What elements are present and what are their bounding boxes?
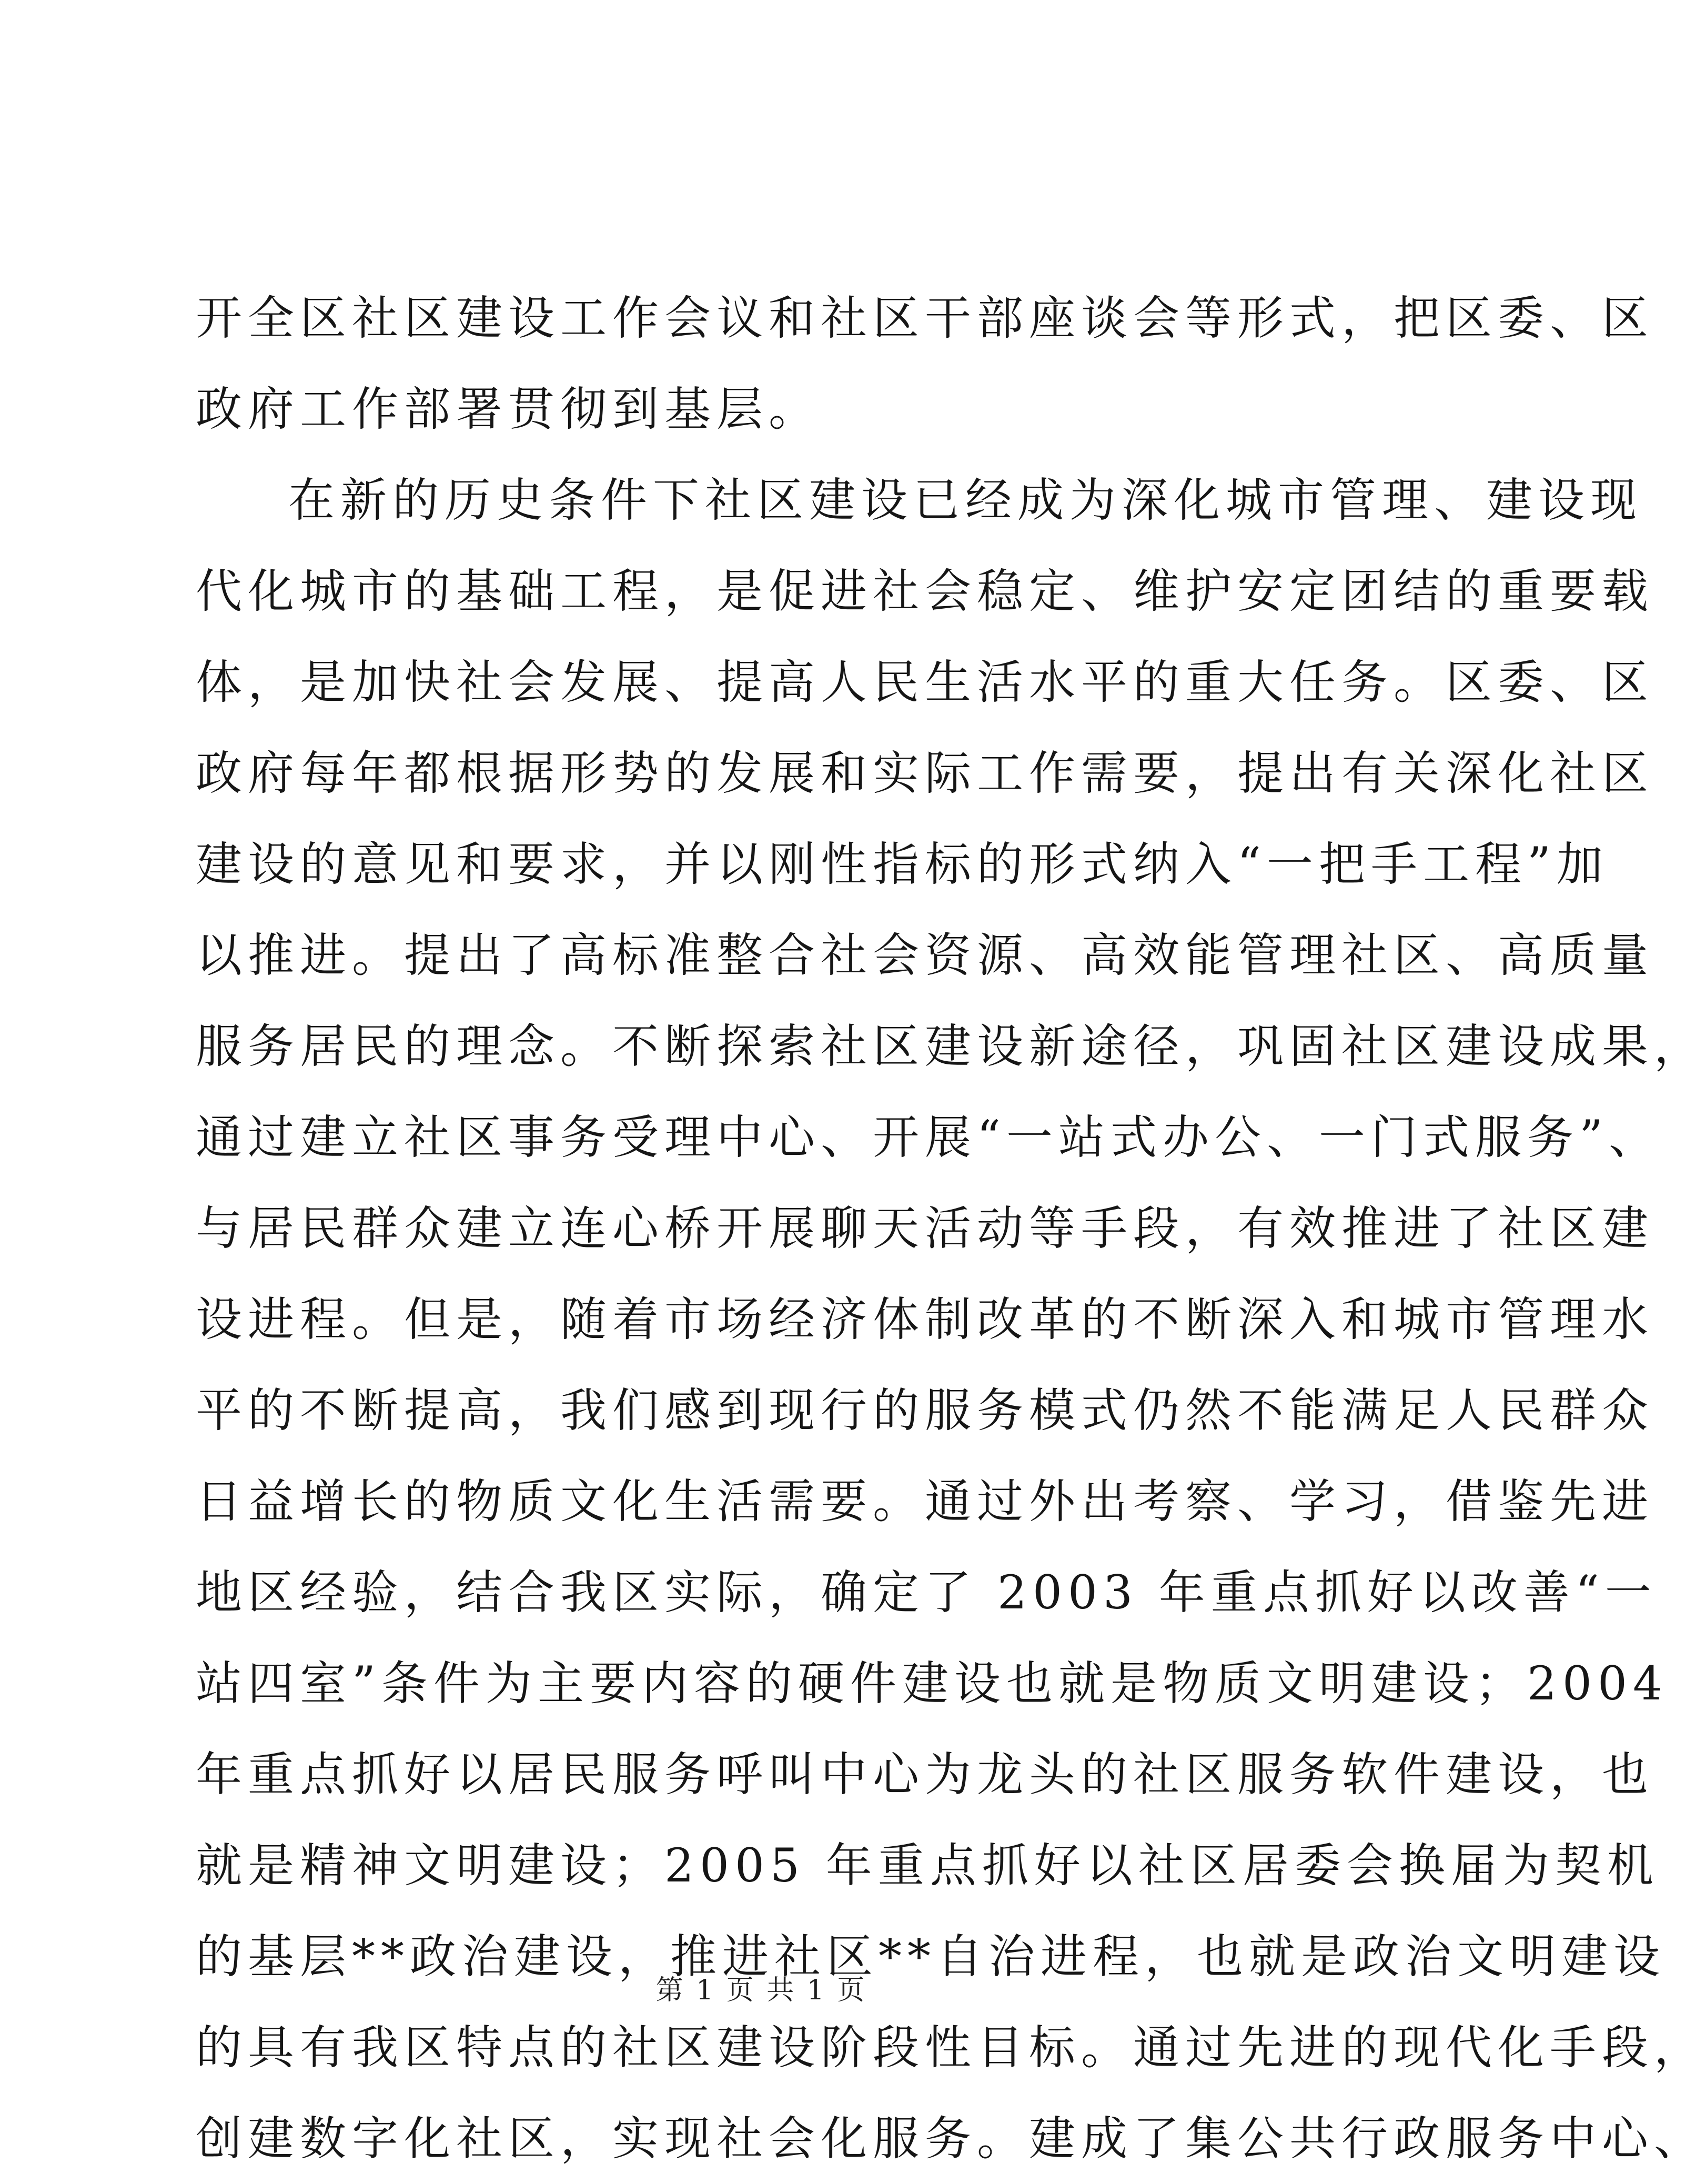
text-line: 政府工作部署贯彻到基层。 (196, 382, 821, 436)
text-line: 开全区社区建设工作会议和社区干部座谈会等形式，把区委、区 (196, 291, 1654, 345)
text-line: 与居民群众建立连心桥开展聊天活动等手段，有效推进了社区建 (196, 1201, 1654, 1255)
text-line: 的基层**政治建设，推进社区**自治进程，也就是政治文明建设 (196, 1929, 1666, 1984)
text-line: 平的不断提高，我们感到现行的服务模式仍然不能满足人民群众 (196, 1383, 1654, 1437)
body-text (196, 273, 1706, 2184)
text-line: 的具有我区特点的社区建设阶段性目标。通过先进的现代化手段， (196, 2020, 1706, 2075)
text-line: 体，是加快社会发展、提高人民生活水平的重大任务。区委、区 (196, 655, 1654, 709)
text-line: 日益增长的物质文化生活需要。通过外出考察、学习，借鉴先进 (196, 1474, 1654, 1528)
text-line: 以推进。提出了高标准整合社会资源、高效能管理社区、高质量 (196, 928, 1654, 982)
text-line: 站四室”条件为主要内容的硬件建设也就是物质文明建设；2004 (196, 1656, 1668, 1710)
paragraph-start-line: 在新的历史条件下社区建设已经成为深化城市管理、建设现 (288, 473, 1643, 527)
text-line: 地区经验，结合我区实际，确定了 2003 年重点抓好以改善“一 (196, 1565, 1657, 1619)
text-line: 政府每年都根据形势的发展和实际工作需要，提出有关深化社区 (196, 746, 1654, 800)
text-line: 建设的意见和要求，并以刚性指标的形式纳入“一把手工程”加 (196, 837, 1609, 891)
text-line: 年重点抓好以居民服务呼叫中心为龙头的社区服务软件建设，也 (196, 1747, 1654, 1801)
text-line: 设进程。但是，随着市场经济体制改革的不断深入和城市管理水 (196, 1292, 1654, 1346)
text-line: 服务居民的理念。不断探索社区建设新途径，巩固社区建设成果， (196, 1019, 1706, 1073)
page-number-footer: 第 1 页 共 1 页 (655, 1975, 867, 2006)
text-line: 就是精神文明建设；2005 年重点抓好以社区居委会换届为契机 (196, 1838, 1659, 1893)
text-line: 创建数字化社区，实现社会化服务。建成了集公共行政服务中心、 (196, 2111, 1706, 2166)
text-line: 通过建立社区事务受理中心、开展“一站式办公、一门式服务”、 (196, 1110, 1661, 1164)
text-line: 代化城市的基础工程，是促进社会稳定、维护安定团结的重要载 (196, 564, 1654, 618)
